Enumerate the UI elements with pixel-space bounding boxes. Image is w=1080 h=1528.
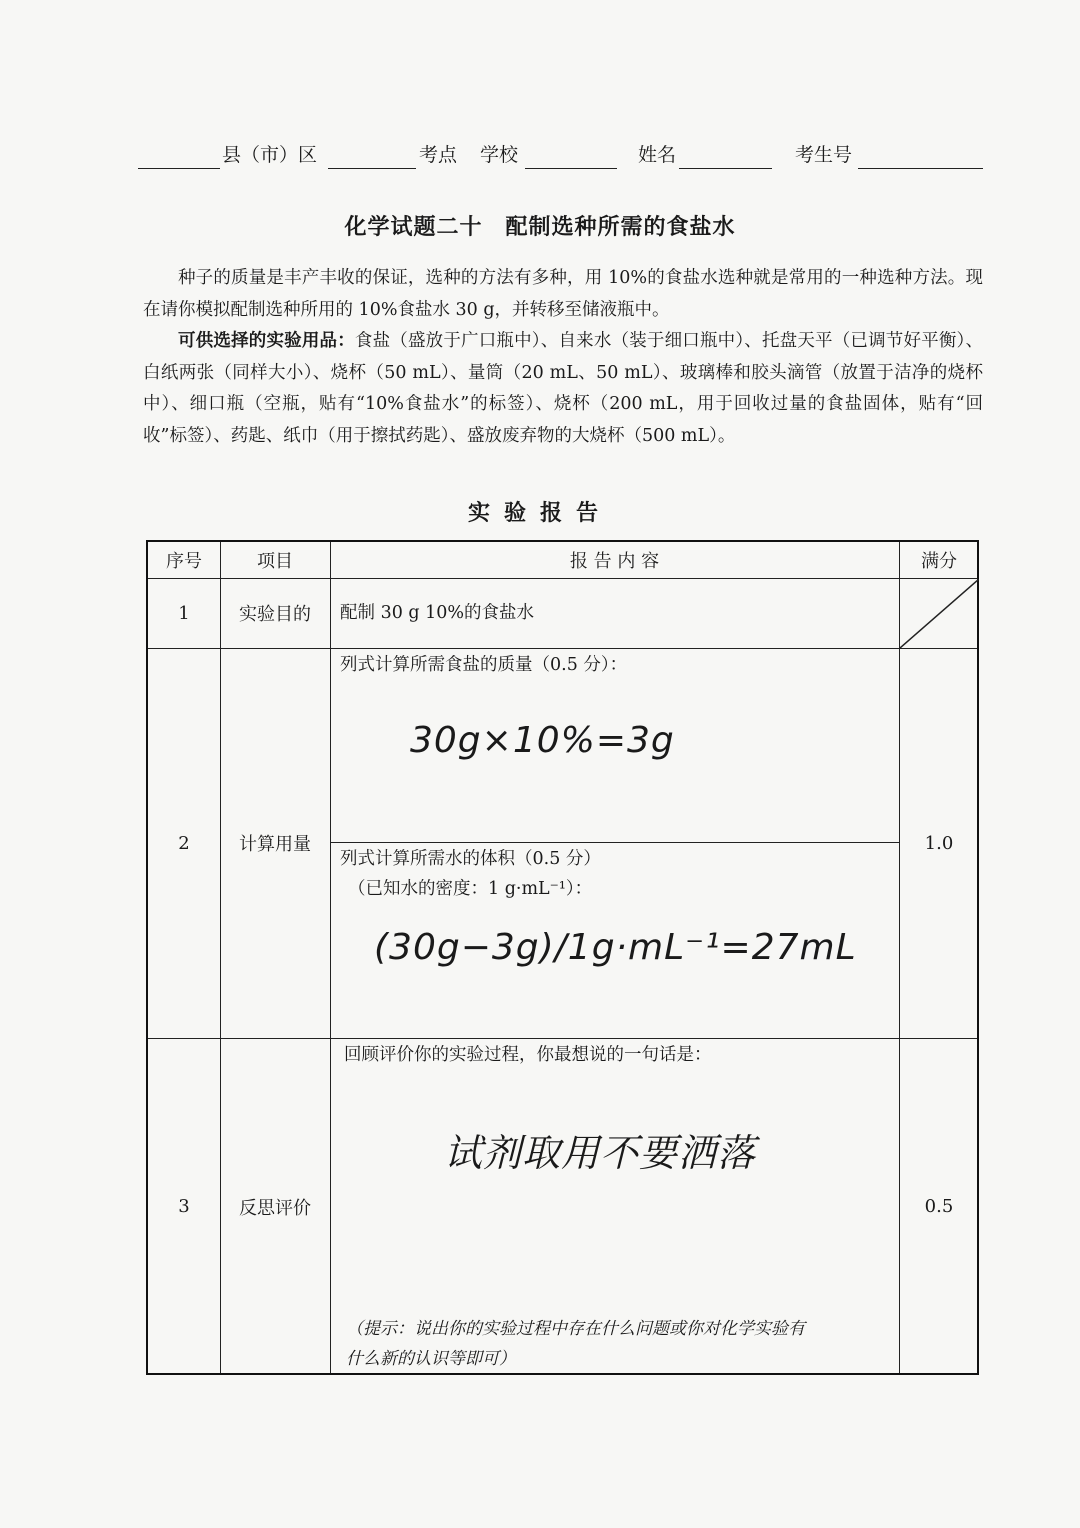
- header-score: 满分: [921, 551, 957, 572]
- row-divider: [330, 842, 899, 843]
- row1-content: 配制 30 g 10%的食盐水: [340, 603, 535, 623]
- row2-answer-salt[interactable]: 30g×10%=3g: [410, 720, 675, 761]
- header-item: 项目: [257, 551, 293, 572]
- exam-header: [138, 140, 983, 174]
- materials-paragraph: [143, 326, 983, 452]
- header-content: 报 告 内 容: [569, 551, 660, 572]
- intro-paragraph: 种子的质量是丰产丰收的保证，选种的方法有多种，用 10%的食盐水选种就是常用的一种选种方法。现在请你模拟配制选种所用的 10%食盐水 30 g，并转移至储液瓶中。: [143, 268, 983, 320]
- col-divider: [330, 542, 331, 1373]
- exam-site-blank[interactable]: [328, 168, 416, 169]
- report-table: [146, 540, 979, 1375]
- school-label: 学校: [480, 144, 519, 166]
- county-label: 县（市）区: [222, 144, 318, 166]
- name-label: 姓名: [638, 144, 677, 166]
- materials-label: 可供选择的实验用品：: [178, 331, 355, 351]
- row2-prompt-salt: 列式计算所需食盐的质量（0.5 分）：: [340, 655, 628, 675]
- row1-item: 实验目的: [239, 604, 311, 625]
- name-blank[interactable]: [679, 168, 772, 169]
- diagonal-slash: [900, 579, 979, 648]
- exam-site-label: 考点: [419, 144, 458, 166]
- page-title: 化学试题二十 配制选种所需的食盐水: [344, 214, 736, 240]
- row3-score: 0.5: [924, 1196, 954, 1217]
- id-label: 考生号: [795, 144, 853, 166]
- id-blank[interactable]: [858, 168, 983, 169]
- row2-score: 1.0: [924, 832, 954, 854]
- intro-text: [143, 263, 983, 452]
- row2-answer-water[interactable]: (30g−3g)/1g·mL⁻¹=27mL: [374, 927, 857, 968]
- row2-prompt-water: 列式计算所需水的体积（0.5 分）: [340, 849, 601, 869]
- row3-item: 反思评价: [239, 1197, 311, 1219]
- row2-item: 计算用量: [239, 834, 311, 855]
- row1-seq: 1: [178, 602, 190, 624]
- header-seq: 序号: [166, 551, 202, 572]
- row3-hint-line1: （提示：说出你的实验过程中存在什么问题或你对化学实验有: [346, 1319, 805, 1339]
- county-blank[interactable]: [138, 168, 220, 169]
- row3-hint-line2: 什么新的认识等即可）: [346, 1349, 516, 1369]
- row3-seq: 3: [178, 1196, 190, 1217]
- row2-prompt-density: （已知水的密度：1 g·mL⁻¹）：: [348, 879, 593, 899]
- materials-text: 食盐（盛放于广口瓶中）、自来水（装于细口瓶中）、托盘天平（已调节好平衡）、白纸两张（同样大小）、烧杯（50 mL）、量筒（20 mL、50 mL）、玻璃棒和胶头滴管（放置于洁净的烧杯中）、细口瓶（空瓶，贴有“10%食盐水”的标签）、烧杯（200 mL，用于回收过量的食盐固体，贴有“回收”标签）、药匙、纸巾（用于擦拭药匙）、盛放废弃物的大烧杯（500 mL）。: [143, 331, 984, 446]
- row2-seq: 2: [178, 832, 190, 854]
- school-blank[interactable]: [525, 168, 617, 169]
- row3-prompt: 回顾评价你的实验过程，你最想说的一句话是：: [344, 1045, 712, 1065]
- row3-answer[interactable]: 试剂取用不要洒落: [444, 1131, 757, 1175]
- report-title: 实验报告: [467, 500, 612, 526]
